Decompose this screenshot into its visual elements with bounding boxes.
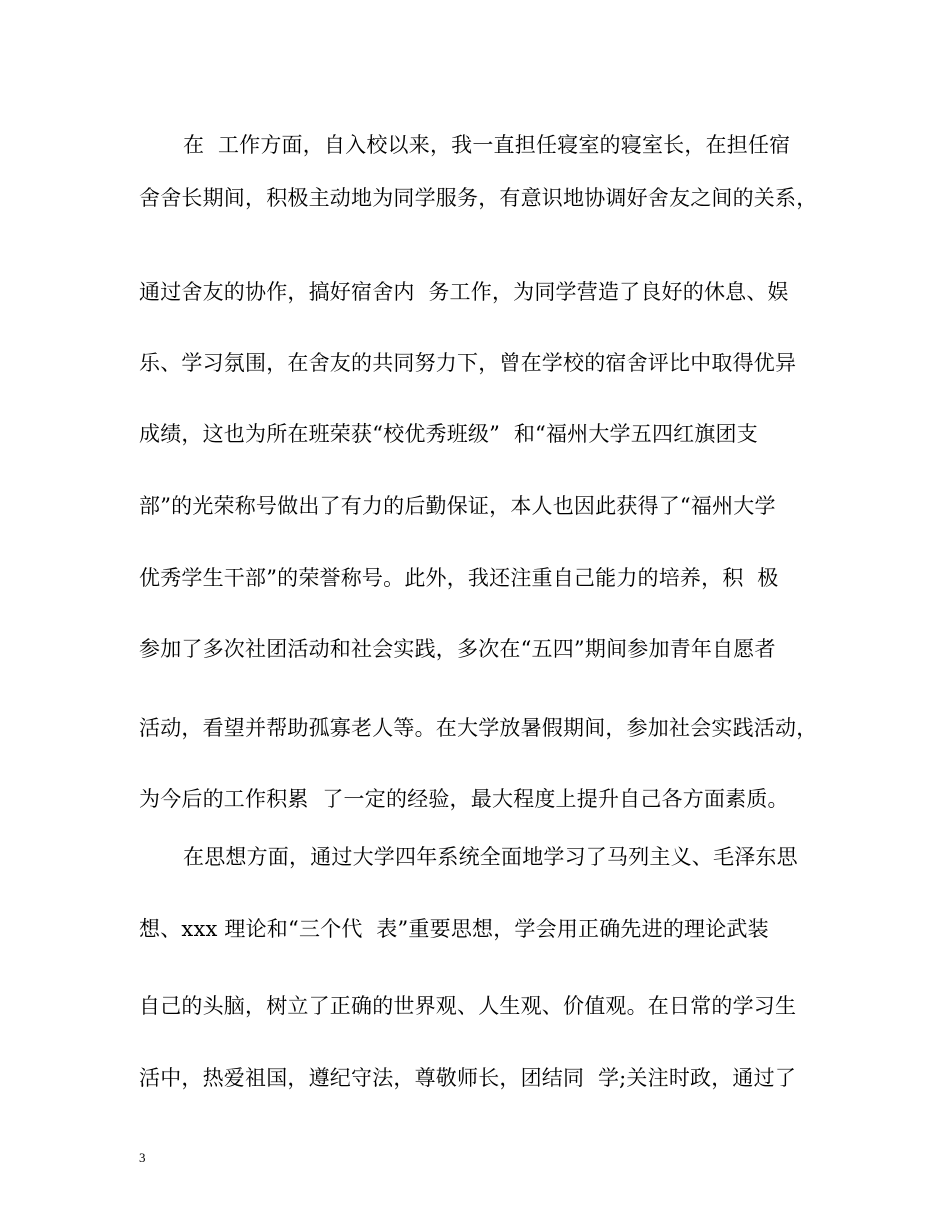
paragraph-line: 参加了多次社团活动和社会实践，多次在“五四”期间参加青年自愿者 [139,637,776,661]
paragraph-line: 部”的光荣称号做出了有力的后勤保证，本人也因此获得了“福州大学 [139,494,776,518]
paragraph-line: 活动，看望并帮助孤寡老人等。在大学放暑假期间，参加社会实践活动， [139,716,818,740]
paragraph-line: 活中，热爱祖国，遵纪守法，尊敬师长，团结同 学;关注时政，通过了 [139,1066,797,1090]
paragraph-line: 在 工作方面，自入校以来，我一直担任寝室的寝室长，在担任宿 [183,133,791,157]
paragraph-line: 通过舍友的协作，搞好宿舍内 务工作，为同学营造了良好的休息、娱 [139,280,789,304]
paragraph-line: 成绩，这也为所在班荣获“校优秀班级” 和“福州大学五四红旗团支 [139,422,758,446]
paragraph-line: 舍舍长期间，积极主动地为同学服务，有意识地协调好舍友之间的关系， [139,186,818,210]
paragraph-line: 为今后的工作积累 了一定的经验，最大程度上提升自己各方面素质。 [139,787,789,811]
paragraph-line: 想、xxx 理论和“三个代 表”重要思想，学会用正确先进的理论武装 [139,917,769,941]
paragraph-line: 乐、学习氛围，在舍友的共同努力下，曾在学校的宿舍评比中取得优异 [139,351,797,375]
page-number: 3 [139,1150,146,1165]
paragraph-line: 自己的头脑，树立了正确的世界观、人生观、价值观。在日常的学习生 [139,994,797,1018]
paragraph-line: 在思想方面，通过大学四年系统全面地学习了马列主义、毛泽东思 [183,845,798,869]
paragraph-line: 优秀学生干部”的荣誉称号。此外，我还注重自己能力的培养，积 极 [139,566,779,590]
